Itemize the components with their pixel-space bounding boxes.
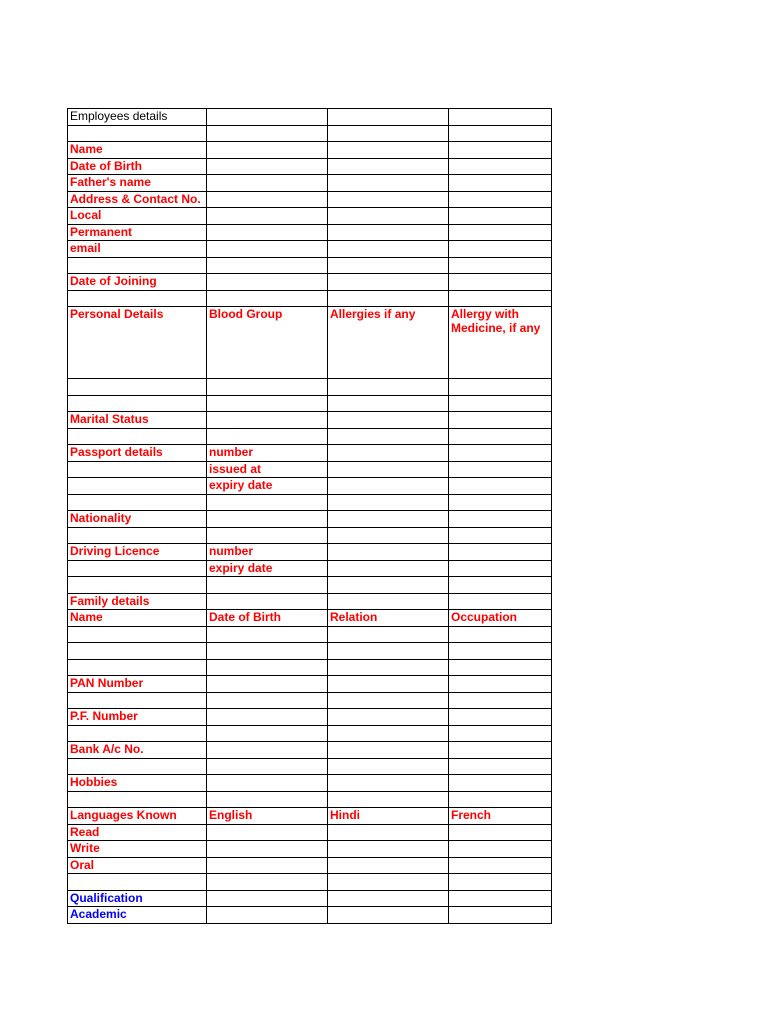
form-label: Name [68,610,207,627]
form-cell[interactable] [207,175,328,192]
form-cell[interactable] [328,742,449,759]
form-row [68,307,552,379]
form-cell[interactable] [207,208,328,225]
form-cell[interactable] [207,142,328,159]
form-cell[interactable] [68,659,207,676]
form-cell[interactable] [449,428,552,445]
form-cell[interactable] [68,478,207,495]
form-cell[interactable] [328,208,449,225]
form-row [68,577,552,594]
form-cell[interactable] [328,824,449,841]
form-cell[interactable] [68,379,207,396]
form-cell[interactable] [328,544,449,561]
form-cell[interactable] [449,775,552,792]
form-row [68,175,552,192]
form-row [68,857,552,874]
employee-details-form [67,108,552,924]
form-row [68,676,552,693]
form-cell[interactable] [207,841,328,858]
form-cell[interactable] [328,692,449,709]
form-cell[interactable] [328,511,449,528]
form-cell[interactable] [328,478,449,495]
form-cell[interactable] [328,125,449,142]
form-cell[interactable] [328,109,449,126]
form-cell[interactable] [449,445,552,462]
form-label: Marital Status [68,412,207,429]
form-cell[interactable] [328,775,449,792]
form-cell[interactable] [449,412,552,429]
form-cell[interactable] [328,907,449,924]
form-row [68,527,552,544]
form-label: Date of Birth [68,158,207,175]
form-cell[interactable] [328,494,449,511]
form-label: Allergies if any [328,307,449,379]
form-row [68,412,552,429]
form-cell[interactable] [68,577,207,594]
form-cell[interactable] [207,241,328,258]
form-cell[interactable] [207,626,328,643]
form-cell[interactable] [449,692,552,709]
form-row [68,241,552,258]
form-row [68,890,552,907]
form-cell[interactable] [328,461,449,478]
form-cell[interactable] [328,676,449,693]
form-cell[interactable] [207,709,328,726]
form-cell[interactable] [449,626,552,643]
form-label: Languages Known [68,808,207,825]
form-cell[interactable] [449,676,552,693]
form-cell[interactable] [68,428,207,445]
form-label: Local [68,208,207,225]
form-cell[interactable] [328,593,449,610]
form-label: Blood Group [207,307,328,379]
form-cell[interactable] [207,659,328,676]
form-label: Write [68,841,207,858]
form-cell[interactable] [207,725,328,742]
form-label: Oral [68,857,207,874]
form-cell[interactable] [68,874,207,891]
form-cell[interactable] [328,527,449,544]
form-cell[interactable] [449,593,552,610]
form-label: Name [68,142,207,159]
form-cell[interactable] [207,824,328,841]
form-cell[interactable] [68,643,207,660]
form-cell[interactable] [449,511,552,528]
form-row [68,709,552,726]
form-row [68,379,552,396]
form-cell[interactable] [207,428,328,445]
form-cell[interactable] [207,775,328,792]
form-cell[interactable] [449,241,552,258]
form-row [68,874,552,891]
form-cell[interactable] [207,791,328,808]
form-row [68,478,552,495]
form-label: Bank A/c No. [68,742,207,759]
form-label: PAN Number [68,676,207,693]
form-cell[interactable] [449,659,552,676]
form-cell[interactable] [207,907,328,924]
form-cell[interactable] [328,290,449,307]
form-cell[interactable] [68,791,207,808]
form-cell[interactable] [449,758,552,775]
form-cell[interactable] [207,577,328,594]
form-cell[interactable] [207,257,328,274]
form-cell[interactable] [68,560,207,577]
form-cell[interactable] [449,725,552,742]
form-row [68,593,552,610]
form-cell[interactable] [207,857,328,874]
form-cell[interactable] [449,907,552,924]
form-row [68,742,552,759]
form-row [68,461,552,478]
form-label: Employees details [68,109,207,126]
form-cell[interactable] [207,379,328,396]
form-cell[interactable] [328,874,449,891]
form-cell[interactable] [68,290,207,307]
form-row [68,257,552,274]
form-cell[interactable] [328,428,449,445]
form-row [68,560,552,577]
form-row [68,290,552,307]
form-label: Academic [68,907,207,924]
form-cell[interactable] [449,874,552,891]
form-cell[interactable] [68,461,207,478]
form-cell[interactable] [449,290,552,307]
form-cell[interactable] [328,659,449,676]
form-cell[interactable] [68,395,207,412]
form-label: email [68,241,207,258]
form-cell[interactable] [449,191,552,208]
form-cell[interactable] [449,478,552,495]
form-cell[interactable] [449,395,552,412]
form-label: number [207,445,328,462]
form-cell[interactable] [328,142,449,159]
form-label: Passport details [68,445,207,462]
form-row [68,395,552,412]
form-label: issued at [207,461,328,478]
form-row [68,191,552,208]
form-label: Address & Contact No. [68,191,207,208]
form-cell[interactable] [328,857,449,874]
form-row [68,791,552,808]
form-cell[interactable] [449,461,552,478]
form-label: expiry date [207,478,328,495]
form-cell[interactable] [449,527,552,544]
form-cell[interactable] [207,742,328,759]
form-row [68,511,552,528]
form-cell[interactable] [328,395,449,412]
form-cell[interactable] [328,224,449,241]
form-cell[interactable] [449,890,552,907]
form-cell[interactable] [328,560,449,577]
form-cell[interactable] [207,274,328,291]
form-cell[interactable] [68,125,207,142]
form-row [68,775,552,792]
form-cell[interactable] [449,494,552,511]
form-cell[interactable] [207,643,328,660]
form-row [68,907,552,924]
form-body [68,109,552,924]
form-label: Relation [328,610,449,627]
form-label: Permanent [68,224,207,241]
form-cell[interactable] [68,527,207,544]
form-cell[interactable] [328,791,449,808]
form-cell[interactable] [328,841,449,858]
form-cell[interactable] [328,643,449,660]
form-cell[interactable] [207,511,328,528]
form-cell[interactable] [207,874,328,891]
form-cell[interactable] [449,824,552,841]
form-row [68,208,552,225]
form-row [68,445,552,462]
form-row [68,725,552,742]
form-label: Hobbies [68,775,207,792]
form-cell[interactable] [328,725,449,742]
form-row [68,808,552,825]
form-row [68,758,552,775]
form-cell[interactable] [207,290,328,307]
form-cell[interactable] [207,494,328,511]
form-label: expiry date [207,560,328,577]
form-cell[interactable] [328,890,449,907]
form-cell[interactable] [328,191,449,208]
form-label: English [207,808,328,825]
form-label: French [449,808,552,825]
form-cell[interactable] [328,274,449,291]
form-cell[interactable] [449,709,552,726]
form-cell[interactable] [328,412,449,429]
form-label: Date of Birth [207,610,328,627]
form-row [68,824,552,841]
form-cell[interactable] [449,577,552,594]
form-cell[interactable] [449,560,552,577]
form-cell[interactable] [207,125,328,142]
form-label: Family details [68,593,207,610]
form-row [68,224,552,241]
form-cell[interactable] [68,257,207,274]
form-label: Qualification [68,890,207,907]
form-cell[interactable] [207,692,328,709]
form-label: Occupation [449,610,552,627]
form-label: Nationality [68,511,207,528]
form-row [68,142,552,159]
form-cell[interactable] [449,142,552,159]
form-cell[interactable] [207,395,328,412]
form-cell[interactable] [207,191,328,208]
form-row [68,659,552,676]
form-cell[interactable] [328,175,449,192]
form-label: Allergy with Medicine, if any [449,307,552,379]
form-cell[interactable] [328,257,449,274]
form-cell[interactable] [207,890,328,907]
form-cell[interactable] [328,241,449,258]
form-cell[interactable] [207,527,328,544]
form-row [68,494,552,511]
form-cell[interactable] [207,224,328,241]
form-label: number [207,544,328,561]
form-cell[interactable] [68,494,207,511]
form-cell[interactable] [68,626,207,643]
form-cell[interactable] [207,412,328,429]
form-label: Read [68,824,207,841]
form-cell[interactable] [328,445,449,462]
form-cell[interactable] [449,257,552,274]
form-row [68,544,552,561]
form-cell[interactable] [449,742,552,759]
form-cell[interactable] [449,544,552,561]
form-cell[interactable] [328,158,449,175]
form-cell[interactable] [328,577,449,594]
form-cell[interactable] [449,175,552,192]
form-cell[interactable] [449,791,552,808]
form-row [68,610,552,627]
form-cell[interactable] [68,692,207,709]
form-label: Driving Licence [68,544,207,561]
form-cell[interactable] [328,709,449,726]
form-label: Hindi [328,808,449,825]
form-cell[interactable] [207,109,328,126]
form-row [68,692,552,709]
form-cell[interactable] [449,208,552,225]
form-cell[interactable] [207,676,328,693]
form-row [68,643,552,660]
form-cell[interactable] [449,857,552,874]
form-cell[interactable] [207,158,328,175]
form-cell[interactable] [449,224,552,241]
form-row [68,841,552,858]
form-row [68,158,552,175]
form-cell[interactable] [449,109,552,126]
form-cell[interactable] [449,158,552,175]
form-row [68,428,552,445]
form-cell[interactable] [449,274,552,291]
form-row [68,109,552,126]
form-cell[interactable] [328,379,449,396]
form-row [68,125,552,142]
form-cell[interactable] [449,841,552,858]
form-cell[interactable] [68,725,207,742]
form-row [68,626,552,643]
form-cell[interactable] [449,125,552,142]
form-cell[interactable] [207,758,328,775]
form-label: Personal Details [68,307,207,379]
form-cell[interactable] [449,379,552,396]
form-label: Date of Joining [68,274,207,291]
form-cell[interactable] [328,758,449,775]
form-row [68,274,552,291]
form-label: P.F. Number [68,709,207,726]
form-cell[interactable] [328,626,449,643]
form-cell[interactable] [68,758,207,775]
form-cell[interactable] [207,593,328,610]
form-label: Father's name [68,175,207,192]
form-cell[interactable] [449,643,552,660]
